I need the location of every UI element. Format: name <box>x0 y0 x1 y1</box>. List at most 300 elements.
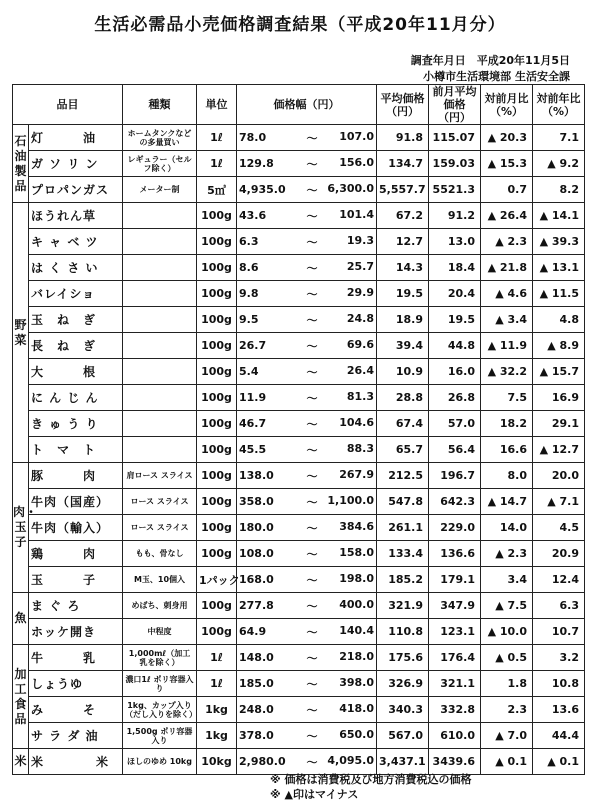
item-kind: 肩ロース スライス <box>123 463 197 489</box>
year-over-year: ▲ 9.2 <box>533 151 585 177</box>
range-tilde: ～ <box>306 339 318 353</box>
item-unit: 100g <box>197 229 237 255</box>
year-over-year: 44.4 <box>533 723 585 749</box>
range-tilde: ～ <box>306 365 318 379</box>
item-kind: 中程度 <box>123 619 197 645</box>
year-over-year: 10.7 <box>533 619 585 645</box>
range-high-cell <box>301 671 377 697</box>
year-over-year: 13.6 <box>533 697 585 723</box>
prev-avg-price: 3439.6 <box>429 749 481 775</box>
year-over-year: 7.1 <box>533 125 585 151</box>
item-kind: 1,000mℓ（加工乳を除く） <box>123 645 197 671</box>
range-high-cell <box>301 567 377 593</box>
item-unit: 100g <box>197 385 237 411</box>
item-unit: 1kg <box>197 697 237 723</box>
item-unit: 1ℓ <box>197 645 237 671</box>
year-over-year: 8.2 <box>533 177 585 203</box>
item-name: 米 米 <box>29 749 123 775</box>
prev-avg-price: 56.4 <box>429 437 481 463</box>
range-tilde: ～ <box>306 599 318 613</box>
prev-avg-price: 610.0 <box>429 723 481 749</box>
month-over-month: ▲ 7.0 <box>481 723 533 749</box>
month-over-month: ▲ 0.1 <box>481 749 533 775</box>
range-low: 43.6 <box>237 203 301 229</box>
table-row <box>13 411 585 437</box>
table-row <box>13 307 585 333</box>
range-low: 180.0 <box>237 515 301 541</box>
month-over-month: ▲ 20.3 <box>481 125 533 151</box>
range-low: 9.5 <box>237 307 301 333</box>
range-tilde: ～ <box>306 625 318 639</box>
prev-avg-price: 18.4 <box>429 255 481 281</box>
item-name: ほうれん草 <box>29 203 123 229</box>
prev-avg-price: 26.8 <box>429 385 481 411</box>
item-name: 牛肉（国産） <box>29 489 123 515</box>
prev-avg-price: 179.1 <box>429 567 481 593</box>
item-kind: ロース スライス <box>123 489 197 515</box>
month-over-month: 14.0 <box>481 515 533 541</box>
avg-price: 110.8 <box>377 619 429 645</box>
range-high-cell <box>301 411 377 437</box>
item-name: は く さ い <box>29 255 123 281</box>
range-high-cell <box>301 255 377 281</box>
prev-avg-price: 20.4 <box>429 281 481 307</box>
range-high: 88.3 <box>346 441 374 455</box>
page-title: 生活必需品小売価格調査結果（平成20年11月分） <box>94 15 506 35</box>
range-high-cell <box>301 645 377 671</box>
range-high: 101.4 <box>339 207 374 221</box>
range-low: 78.0 <box>237 125 301 151</box>
item-kind <box>123 203 197 229</box>
category-cell: 野菜 <box>13 203 29 463</box>
range-low: 6.3 <box>237 229 301 255</box>
year-over-year: ▲ 0.1 <box>533 749 585 775</box>
range-tilde: ～ <box>306 443 318 457</box>
item-kind: ロース スライス <box>123 515 197 541</box>
range-high: 418.0 <box>339 701 374 715</box>
month-over-month: ▲ 21.8 <box>481 255 533 281</box>
item-kind <box>123 411 197 437</box>
item-kind <box>123 307 197 333</box>
avg-price: 10.9 <box>377 359 429 385</box>
prev-avg-price: 115.07 <box>429 125 481 151</box>
month-over-month: ▲ 2.3 <box>481 541 533 567</box>
range-tilde: ～ <box>306 495 318 509</box>
range-high: 198.0 <box>339 571 374 585</box>
month-over-month: ▲ 4.6 <box>481 281 533 307</box>
year-over-year: ▲ 11.5 <box>533 281 585 307</box>
range-low: 8.6 <box>237 255 301 281</box>
avg-price: 175.6 <box>377 645 429 671</box>
range-tilde: ～ <box>306 209 318 223</box>
item-name: キ ャ ベ ツ <box>29 229 123 255</box>
prev-avg-price: 332.8 <box>429 697 481 723</box>
item-name: に ん じ ん <box>29 385 123 411</box>
avg-price: 547.8 <box>377 489 429 515</box>
item-kind <box>123 333 197 359</box>
range-high: 140.4 <box>339 623 374 637</box>
item-kind <box>123 281 197 307</box>
range-tilde: ～ <box>306 261 318 275</box>
avg-price: 19.5 <box>377 281 429 307</box>
range-high: 384.6 <box>339 519 374 533</box>
item-name: 玉 子 <box>29 567 123 593</box>
avg-price: 567.0 <box>377 723 429 749</box>
avg-price: 340.3 <box>377 697 429 723</box>
avg-price: 39.4 <box>377 333 429 359</box>
table-row <box>13 385 585 411</box>
item-unit: 100g <box>197 463 237 489</box>
avg-price: 261.1 <box>377 515 429 541</box>
range-high-cell <box>301 515 377 541</box>
range-tilde: ～ <box>306 287 318 301</box>
month-over-month: ▲ 7.5 <box>481 593 533 619</box>
item-name: ホッケ開き <box>29 619 123 645</box>
item-name: 玉 ね ぎ <box>29 307 123 333</box>
range-low: 26.7 <box>237 333 301 359</box>
avg-price: 3,437.1 <box>377 749 429 775</box>
item-unit: 100g <box>197 359 237 385</box>
range-low: 11.9 <box>237 385 301 411</box>
item-unit: 1kg <box>197 723 237 749</box>
table-row <box>13 723 585 749</box>
range-high: 104.6 <box>339 415 374 429</box>
avg-price: 28.8 <box>377 385 429 411</box>
item-name: ま ぐ ろ <box>29 593 123 619</box>
table-row <box>13 619 585 645</box>
item-name: 鶏 肉 <box>29 541 123 567</box>
item-name: サ ラ ダ 油 <box>29 723 123 749</box>
range-high-cell <box>301 437 377 463</box>
department: 小樽市生活環境部 生活安全課 <box>423 70 570 83</box>
table-row <box>13 515 585 541</box>
prev-avg-price: 13.0 <box>429 229 481 255</box>
table-row <box>13 697 585 723</box>
year-over-year: 4.5 <box>533 515 585 541</box>
range-high: 398.0 <box>339 675 374 689</box>
year-over-year: 16.9 <box>533 385 585 411</box>
table-body <box>13 125 585 775</box>
range-high-cell <box>301 359 377 385</box>
range-low: 168.0 <box>237 567 301 593</box>
item-unit: 100g <box>197 593 237 619</box>
range-high: 650.0 <box>339 727 374 741</box>
range-high-cell <box>301 151 377 177</box>
note-tax: ※ 価格は消費税及び地方消費税込の価格 <box>270 773 472 786</box>
avg-price: 65.7 <box>377 437 429 463</box>
prev-avg-price: 347.9 <box>429 593 481 619</box>
range-high-cell <box>301 307 377 333</box>
year-over-year: ▲ 13.1 <box>533 255 585 281</box>
price-table <box>12 84 585 775</box>
prev-avg-price: 196.7 <box>429 463 481 489</box>
item-unit: 100g <box>197 307 237 333</box>
item-name: き ゅ う り <box>29 411 123 437</box>
range-tilde: ～ <box>306 313 318 327</box>
item-kind <box>123 437 197 463</box>
year-over-year: ▲ 8.9 <box>533 333 585 359</box>
avg-price: 185.2 <box>377 567 429 593</box>
range-high-cell <box>301 177 377 203</box>
item-kind <box>123 359 197 385</box>
month-over-month: ▲ 11.9 <box>481 333 533 359</box>
range-high-cell <box>301 697 377 723</box>
month-over-month: 18.2 <box>481 411 533 437</box>
item-unit: 1パック <box>197 567 237 593</box>
item-kind: ホームタンクなどの多量買い <box>123 125 197 151</box>
year-over-year: 12.4 <box>533 567 585 593</box>
prev-avg-price: 229.0 <box>429 515 481 541</box>
range-low: 4,935.0 <box>237 177 301 203</box>
month-over-month: ▲ 32.2 <box>481 359 533 385</box>
table-row <box>13 671 585 697</box>
item-name: 灯 油 <box>29 125 123 151</box>
year-over-year: ▲ 39.3 <box>533 229 585 255</box>
range-tilde: ～ <box>306 729 318 743</box>
avg-price: 5,557.7 <box>377 177 429 203</box>
table-row <box>13 437 585 463</box>
avg-price: 91.8 <box>377 125 429 151</box>
header-mom: 対前月比（%） <box>481 85 533 125</box>
year-over-year: 29.1 <box>533 411 585 437</box>
item-unit: 100g <box>197 255 237 281</box>
year-over-year: ▲ 15.7 <box>533 359 585 385</box>
table-row <box>13 333 585 359</box>
avg-price: 14.3 <box>377 255 429 281</box>
range-low: 45.5 <box>237 437 301 463</box>
header-item: 品目 <box>13 85 123 125</box>
table-row <box>13 645 585 671</box>
range-high: 19.3 <box>346 233 374 247</box>
survey-date: 調査年月日 平成20年11月5日 <box>410 54 570 67</box>
item-unit: 1ℓ <box>197 125 237 151</box>
item-kind: 濃口1ℓ ポリ容器入り <box>123 671 197 697</box>
category-cell: 石油製品 <box>13 125 29 203</box>
avg-price: 12.7 <box>377 229 429 255</box>
range-high: 400.0 <box>339 597 374 611</box>
range-tilde: ～ <box>306 521 318 535</box>
range-tilde: ～ <box>306 755 318 769</box>
range-low: 148.0 <box>237 645 301 671</box>
item-name: 豚 肉 <box>29 463 123 489</box>
item-unit: 100g <box>197 619 237 645</box>
range-high: 24.8 <box>346 311 374 325</box>
header-kind: 種類 <box>123 85 197 125</box>
avg-price: 321.9 <box>377 593 429 619</box>
header-avg: 平均価格（円） <box>377 85 429 125</box>
range-tilde: ～ <box>306 677 318 691</box>
avg-price: 133.4 <box>377 541 429 567</box>
month-over-month: ▲ 3.4 <box>481 307 533 333</box>
month-over-month: ▲ 14.7 <box>481 489 533 515</box>
year-over-year: ▲ 14.1 <box>533 203 585 229</box>
month-over-month: ▲ 2.3 <box>481 229 533 255</box>
table-row <box>13 489 585 515</box>
item-unit: 100g <box>197 411 237 437</box>
range-high: 158.0 <box>339 545 374 559</box>
range-high-cell <box>301 489 377 515</box>
range-low: 108.0 <box>237 541 301 567</box>
range-high: 29.9 <box>346 285 374 299</box>
prev-avg-price: 5521.3 <box>429 177 481 203</box>
range-high: 218.0 <box>339 649 374 663</box>
item-kind: めばち、刺身用 <box>123 593 197 619</box>
year-over-year: ▲ 12.7 <box>533 437 585 463</box>
year-over-year: 4.8 <box>533 307 585 333</box>
item-unit: 100g <box>197 515 237 541</box>
prev-avg-price: 44.8 <box>429 333 481 359</box>
table-row <box>13 255 585 281</box>
item-unit: 100g <box>197 437 237 463</box>
table-row <box>13 281 585 307</box>
header-prev: 前月平均価格（円） <box>429 85 481 125</box>
table-row <box>13 177 585 203</box>
range-tilde: ～ <box>306 391 318 405</box>
item-kind: もも、骨なし <box>123 541 197 567</box>
month-over-month: ▲ 0.5 <box>481 645 533 671</box>
month-over-month: 3.4 <box>481 567 533 593</box>
item-unit: 10kg <box>197 749 237 775</box>
month-over-month: 1.8 <box>481 671 533 697</box>
range-high-cell <box>301 125 377 151</box>
item-unit: 1ℓ <box>197 671 237 697</box>
item-name: ガ ソ リ ン <box>29 151 123 177</box>
item-unit: 100g <box>197 203 237 229</box>
range-high-cell <box>301 281 377 307</box>
range-high-cell <box>301 723 377 749</box>
year-over-year: 20.9 <box>533 541 585 567</box>
range-tilde: ～ <box>306 573 318 587</box>
item-name: バレイショ <box>29 281 123 307</box>
prev-avg-price: 159.03 <box>429 151 481 177</box>
category-cell: 魚 <box>13 593 29 645</box>
range-tilde: ～ <box>306 469 318 483</box>
year-over-year: 3.2 <box>533 645 585 671</box>
item-name: 長 ね ぎ <box>29 333 123 359</box>
item-unit: 100g <box>197 489 237 515</box>
range-high: 267.9 <box>339 467 374 481</box>
range-tilde: ～ <box>306 703 318 717</box>
range-high-cell <box>301 385 377 411</box>
range-tilde: ～ <box>306 547 318 561</box>
range-high: 25.7 <box>346 259 374 273</box>
prev-avg-price: 91.2 <box>429 203 481 229</box>
month-over-month: ▲ 10.0 <box>481 619 533 645</box>
range-high: 107.0 <box>339 129 374 143</box>
item-kind <box>123 229 197 255</box>
year-over-year: 6.3 <box>533 593 585 619</box>
range-low: 358.0 <box>237 489 301 515</box>
range-low: 129.8 <box>237 151 301 177</box>
range-high: 81.3 <box>346 389 374 403</box>
range-tilde: ～ <box>306 183 318 197</box>
range-high-cell <box>301 229 377 255</box>
category-cell: 加工食品 <box>13 645 29 749</box>
range-low: 138.0 <box>237 463 301 489</box>
header-yoy: 対前年比（%） <box>533 85 585 125</box>
range-low: 277.8 <box>237 593 301 619</box>
table-row <box>13 567 585 593</box>
item-kind <box>123 385 197 411</box>
month-over-month: 7.5 <box>481 385 533 411</box>
header-row <box>13 85 585 125</box>
range-low: 248.0 <box>237 697 301 723</box>
item-name: 牛 乳 <box>29 645 123 671</box>
table-row <box>13 125 585 151</box>
avg-price: 134.7 <box>377 151 429 177</box>
month-over-month: ▲ 15.3 <box>481 151 533 177</box>
range-low: 9.8 <box>237 281 301 307</box>
header-range: 価格幅（円） <box>237 85 377 125</box>
item-name: み そ <box>29 697 123 723</box>
item-name: プロパンガス <box>29 177 123 203</box>
range-high: 69.6 <box>346 337 374 351</box>
range-high: 6,300.0 <box>327 181 374 195</box>
month-over-month: 8.0 <box>481 463 533 489</box>
table-row <box>13 229 585 255</box>
item-unit: 100g <box>197 281 237 307</box>
category-cell: 米 <box>13 749 29 775</box>
range-low: 378.0 <box>237 723 301 749</box>
item-name: ト マ ト <box>29 437 123 463</box>
range-low: 185.0 <box>237 671 301 697</box>
avg-price: 212.5 <box>377 463 429 489</box>
item-kind: M玉、10個入 <box>123 567 197 593</box>
range-high-cell <box>301 593 377 619</box>
item-name: しょうゆ <box>29 671 123 697</box>
range-high-cell <box>301 463 377 489</box>
item-kind: 1,500g ポリ容器入り <box>123 723 197 749</box>
item-kind: 1kg、カップ入り（だし入りを除く） <box>123 697 197 723</box>
range-high-cell <box>301 541 377 567</box>
range-high: 156.0 <box>339 155 374 169</box>
range-low: 5.4 <box>237 359 301 385</box>
range-tilde: ～ <box>306 651 318 665</box>
item-kind: ほしのゆめ 10kg <box>123 749 197 775</box>
range-low: 2,980.0 <box>237 749 301 775</box>
item-kind <box>123 255 197 281</box>
range-high-cell <box>301 619 377 645</box>
table-row <box>13 463 585 489</box>
month-over-month: 0.7 <box>481 177 533 203</box>
header-unit: 単位 <box>197 85 237 125</box>
prev-avg-price: 321.1 <box>429 671 481 697</box>
range-high-cell <box>301 203 377 229</box>
category-cell: 肉・玉子 <box>13 463 29 593</box>
table-row <box>13 151 585 177</box>
item-unit: 5㎥ <box>197 177 237 203</box>
prev-avg-price: 19.5 <box>429 307 481 333</box>
table-row <box>13 593 585 619</box>
prev-avg-price: 123.1 <box>429 619 481 645</box>
prev-avg-price: 176.4 <box>429 645 481 671</box>
prev-avg-price: 136.6 <box>429 541 481 567</box>
range-high: 1,100.0 <box>327 493 374 507</box>
table-row <box>13 203 585 229</box>
range-tilde: ～ <box>306 131 318 145</box>
range-high-cell <box>301 333 377 359</box>
avg-price: 326.9 <box>377 671 429 697</box>
table-row <box>13 541 585 567</box>
item-name: 牛肉（輸入） <box>29 515 123 541</box>
prev-avg-price: 642.3 <box>429 489 481 515</box>
prev-avg-price: 16.0 <box>429 359 481 385</box>
range-low: 46.7 <box>237 411 301 437</box>
range-low: 64.9 <box>237 619 301 645</box>
note-minus: ※ ▲印はマイナス <box>270 788 359 801</box>
item-kind: レギュラー（セルフ除く） <box>123 151 197 177</box>
range-high: 4,095.0 <box>327 753 374 767</box>
